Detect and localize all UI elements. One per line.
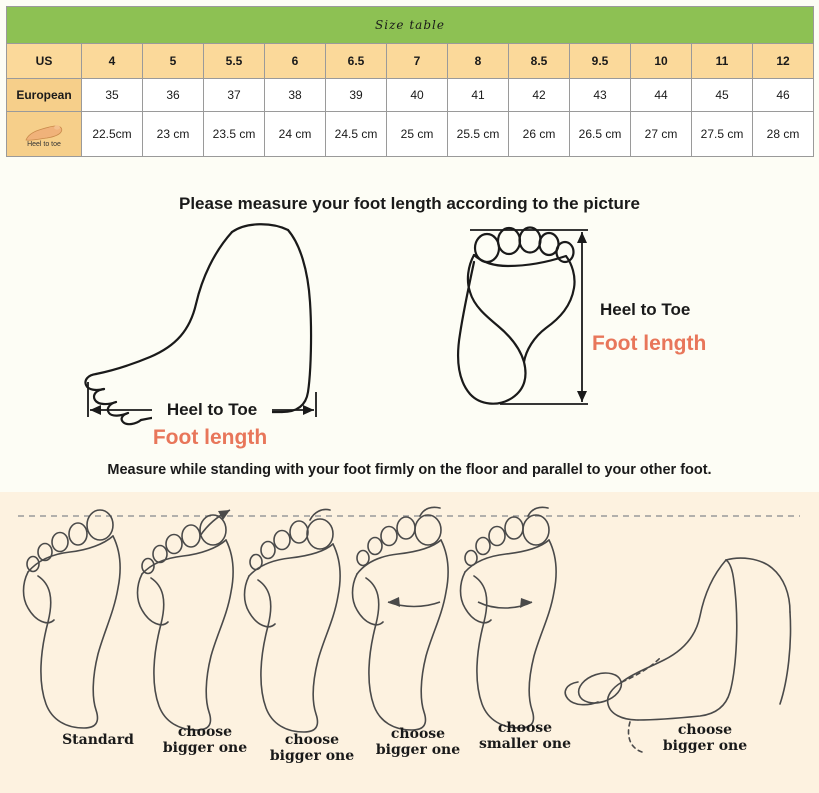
caption-5-line2: smaller one	[479, 736, 571, 753]
foot-icon-glyph	[23, 123, 65, 143]
size-table-container	[6, 6, 813, 157]
cell-eu-0: 35	[82, 79, 143, 112]
measure-note: Measure while standing with your foot firmly on the floor and parallel to your other foot.	[107, 462, 712, 478]
measure-heading: Please measure your foot length according to the picture	[179, 194, 640, 213]
diagram-svg	[0, 222, 819, 462]
foot-example-3	[245, 509, 341, 732]
caption-4-line1: choose	[390, 726, 446, 742]
cell-eu-10: 45	[692, 79, 753, 112]
cell-cm-1: 23 cm	[143, 112, 204, 157]
cell-eu-5: 40	[387, 79, 448, 112]
caption-5-line1: choose	[497, 720, 553, 736]
table-title-row	[7, 7, 814, 44]
cell-eu-7: 42	[509, 79, 570, 112]
caption-6-line2: bigger one	[662, 738, 748, 755]
foot-example-2	[138, 515, 234, 730]
table-row	[7, 44, 814, 79]
top-view-heel-to-toe-label: Heel to Toe	[600, 300, 691, 319]
cell-us-1: 5	[143, 44, 204, 79]
cell-eu-3: 38	[265, 79, 326, 112]
row-label-us: US	[7, 44, 82, 79]
cell-us-10: 11	[692, 44, 753, 79]
cell-cm-8: 26.5 cm	[570, 112, 631, 157]
cell-cm-5: 25 cm	[387, 112, 448, 157]
caption-2-line1: choose	[177, 724, 233, 740]
foot-example-4-arrow	[388, 597, 440, 607]
cell-us-5: 7	[387, 44, 448, 79]
cell-cm-2: 23.5 cm	[204, 112, 265, 157]
cell-eu-2: 37	[204, 79, 265, 112]
size-table	[6, 6, 814, 157]
cell-eu-4: 39	[326, 79, 387, 112]
foot-example-1	[24, 510, 121, 728]
caption-6	[640, 722, 770, 754]
cell-us-8: 9.5	[570, 44, 631, 79]
cell-us-3: 6	[265, 44, 326, 79]
caption-6-line1: choose	[677, 722, 733, 738]
cell-eu-9: 44	[631, 79, 692, 112]
table-row	[7, 112, 814, 157]
cell-cm-6: 25.5 cm	[448, 112, 509, 157]
side-view-foot	[85, 224, 311, 424]
foot-example-5	[461, 507, 557, 728]
table-title: Size table	[7, 7, 814, 44]
cell-eu-6: 41	[448, 79, 509, 112]
side-view-heel-to-toe-label: Heel to Toe	[166, 400, 258, 419]
caption-2-line2: bigger one	[162, 740, 248, 757]
foot-icon-caption: Heel to toe	[27, 141, 61, 148]
cell-us-6: 8	[448, 44, 509, 79]
cell-us-2: 5.5	[204, 44, 265, 79]
cell-eu-11: 46	[753, 79, 814, 112]
cell-us-9: 10	[631, 44, 692, 79]
cell-eu-1: 36	[143, 79, 204, 112]
caption-1	[38, 732, 158, 748]
top-view-foot-length-label: Foot length	[592, 332, 707, 355]
cell-us-0: 4	[82, 44, 143, 79]
cell-us-4: 6.5	[326, 44, 387, 79]
table-row	[7, 79, 814, 112]
caption-1-line1: Standard	[62, 732, 134, 748]
caption-3-line2: bigger one	[269, 748, 355, 765]
foot-icon	[7, 112, 82, 157]
cell-cm-10: 27.5 cm	[692, 112, 753, 157]
cell-cm-7: 26 cm	[509, 112, 570, 157]
caption-4-line2: bigger one	[375, 742, 461, 759]
cell-cm-11: 28 cm	[753, 112, 814, 157]
cell-cm-9: 27 cm	[631, 112, 692, 157]
cell-cm-4: 24.5 cm	[326, 112, 387, 157]
row-label-european: European	[7, 79, 82, 112]
cell-eu-8: 43	[570, 79, 631, 112]
cell-us-7: 8.5	[509, 44, 570, 79]
top-view-foot	[458, 228, 574, 404]
caption-5	[460, 720, 590, 752]
caption-2	[145, 724, 265, 756]
caption-3-line1: choose	[284, 732, 340, 748]
feet-examples-panel	[0, 492, 819, 793]
cell-us-11: 12	[753, 44, 814, 79]
caption-3	[252, 732, 372, 764]
cell-cm-3: 24 cm	[265, 112, 326, 157]
foot-example-4	[353, 507, 449, 730]
cell-cm-0: 22.5cm	[82, 112, 143, 157]
foot-diagrams	[0, 222, 819, 462]
side-view-foot-length-label: Foot length	[152, 426, 268, 449]
